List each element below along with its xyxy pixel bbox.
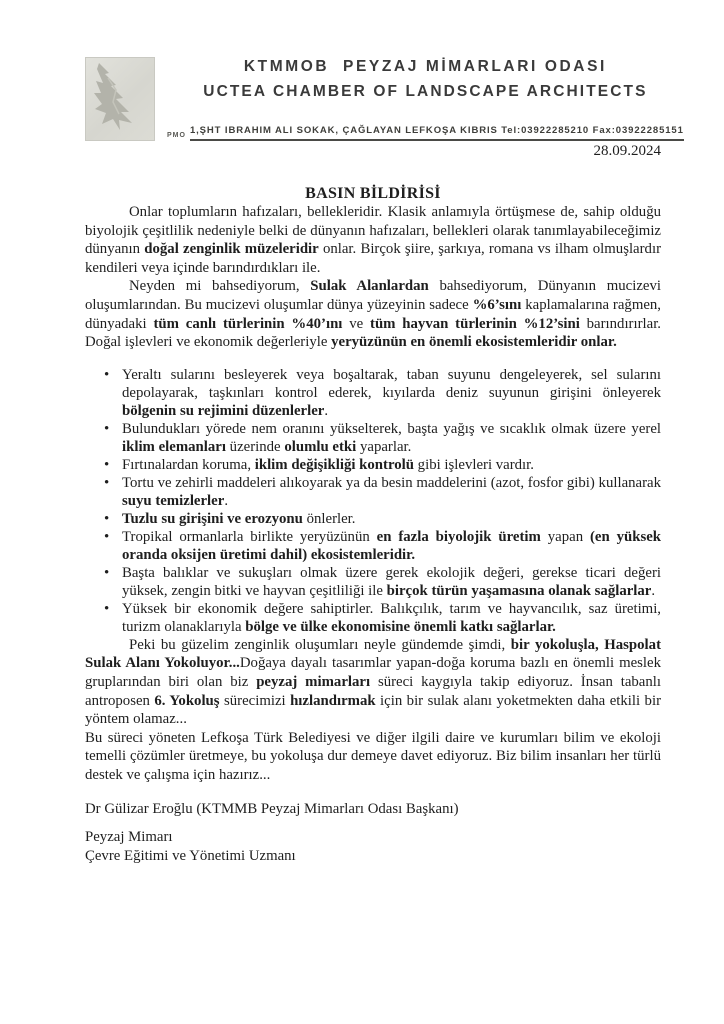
list-item-economic-value: • Yüksek bir ekonomik değere sahiptirler. Balıkçılık, tarım ve hayvancılık, saz üretimi, turizm olanaklarıyla bölge ve ülke ekonomisine önemli katkı sağlarlar. (85, 600, 661, 636)
wetland-functions-list (85, 366, 661, 636)
address-line: 1,ŞHT IBRAHIM ALI SOKAK, ÇAĞLAYAN LEFKOŞA KIBRIS Tel:03922285210 Fax:03922285151 (190, 125, 684, 141)
list-item-biological-production: • Tropikal ormanlarla birlikte yeryüzünün en fazla biyolojik üretim yapan (en yüksek oranda oksijen üretimi dahil) ekosistemleridir. (85, 528, 661, 564)
list-item-salt-erosion: • Tuzlu su girişini ve erozyonu önlerler. (85, 510, 661, 528)
document-date: 28.09.2024 (593, 143, 661, 159)
signature-role-2: Çevre Eğitimi ve Yönetimi Uzmanı (85, 847, 296, 864)
intro-paragraph-2: Neyden mi bahsediyorum, Sulak Alanlardan bahsediyorum, Dünyanın mucizevi oluşumlarından. Bu mucizevi oluşumlar dünya yüzeyinin sadece %6’sını kaplamalarına rağmen, dünyadaki tüm canlı türlerinin %40’ını ve tüm hayvan türlerinin %12’sini barındırırlar. Doğal işlevleri ve ekonomik değerleriyle yeryüzünün en önemli ekosistemleridir onlar. (85, 278, 662, 351)
logo-pmo-label: PMO (167, 132, 186, 139)
list-item-species-diversity: • Başta balıklar ve sukuşları olmak üzere gerek ekolojik değeri, gerekse ticari değeri yüksek, zengin bitki ve hayvan çeşitliliği ile birçok türün yaşamasına olanak sağlarlar. (85, 564, 661, 600)
signature-role-1: Peyzaj Mimarı (85, 829, 173, 846)
list-item-climate-elements: • Bulundukları yörede nem oranını yükselterek, başta yağış ve sıcaklık olmak üzere yerel iklim elemanları üzerinde olumlu etki yaparlar. (85, 420, 661, 456)
closing-paragraph-2: Bu süreci yöneten Lefkoşa Türk Belediyesi ve diğer ilgili daire ve kurumları bilim ve ekoloji temelli çözümler üretmeye, bu yokoluşa dur demeye davet ediyoruz. Biz bilim insanları her türlü destek ve çalışma için hazırız... (85, 729, 661, 783)
list-item-water-cleaning: • Tortu ve zehirli maddeleri alıkoyarak ya da besin maddelerini (azot, fosfor gibi) kullanarak suyu temizlerler. (85, 474, 661, 510)
list-item-storm-protection: • Fırtınalardan koruma, iklim değişikliği kontrolü gibi işlevleri vardır. (85, 456, 661, 474)
closing-paragraph-1: Peki bu güzelim zenginlik oluşumları neyle gündemde şimdi, bir yokoluşla, Haspolat Sulak Alanı Yokoluyor...Doğaya dayalı tasarımlar yapan-doğa koruma bazlı en önemli meslek gruplarından biri olan biz peyzaj mimarları süreci kaygıyla takip ediyoruz. İnsan tabanlı antroposen 6. Yokoluş sürecimizi hızlandırmak için bir sulak alanı yoketmekten daha etkili bir yöntem olamaz... (85, 636, 661, 728)
document-title: BASIN BİLDİRİSİ (305, 185, 441, 202)
letterhead-text (167, 57, 684, 141)
intro-paragraph-1: Onlar toplumların hafızaları, bellekleridir. Klasik anlamıyla örtüşmese de, sahip olduğu biyolojik çeşitlilik nedeniyle belki de dünyanın hafızaları, bellekleri olarak tanımlayabileceğimiz dünyanın doğal zenginlik müzeleridir onlar. Birçok şiire, şarkıya, romana vs ilham olmuşlardır kendileri veya içinde barındırdıkları ile. (85, 204, 661, 276)
signature-name: Dr Gülizar Eroğlu (KTMMB Peyzaj Mimarları Odası Başkanı) (85, 800, 459, 817)
org-name-turkish: KTMMOB PEYZAJ MİMARLARI ODASI (243, 58, 607, 75)
list-item-water-regime: • Yeraltı sularını besleyerek veya boşaltarak, taban suyunu dengeleyerek, sel sularını depolayarak, taşkınları kontrol ederek, kıyılarda deniz suyunun girişini önleyerek bölgenin su rejimini düzenlerler. (85, 366, 661, 420)
address-row (167, 125, 684, 141)
letterhead (85, 57, 684, 141)
chamber-logo (85, 57, 155, 141)
leaf-icon (86, 58, 154, 140)
org-name-english: UCTEA CHAMBER OF LANDSCAPE ARCHITECTS (203, 83, 648, 100)
